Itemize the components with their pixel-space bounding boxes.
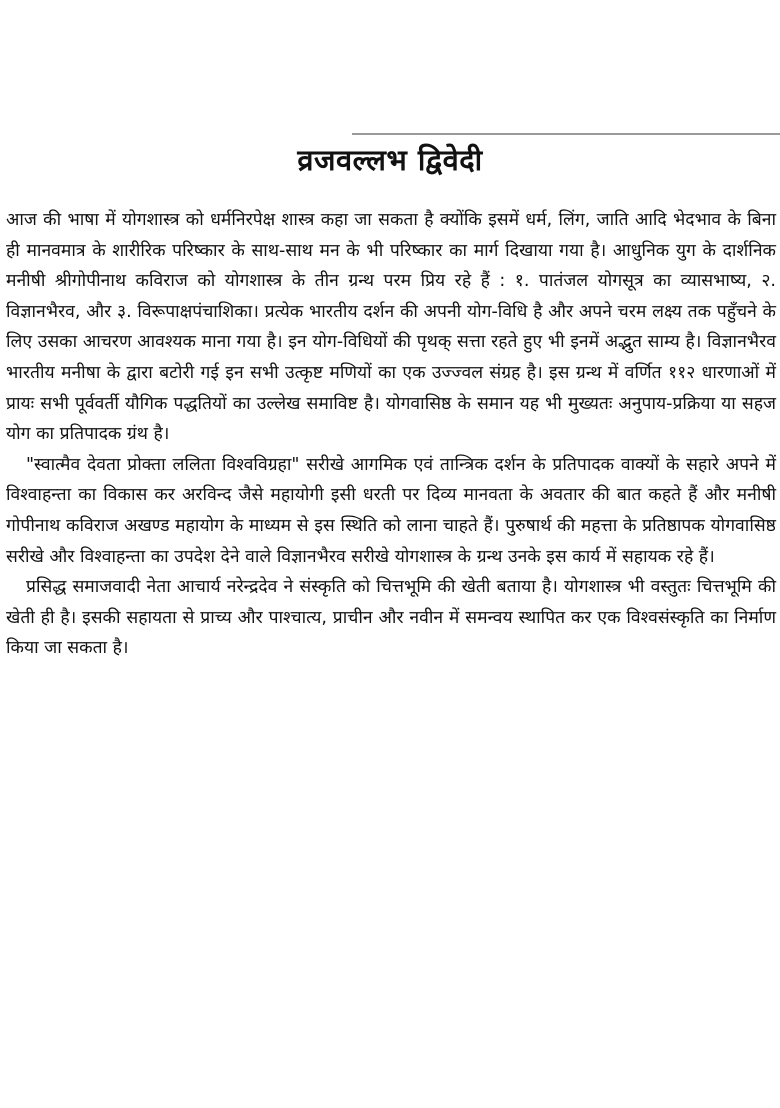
body-text bbox=[6, 205, 776, 664]
paragraph-2: "स्वात्मैव देवता प्रोक्ता ललिता विश्वविग्रहा" सरीखे आगमिक एवं तान्त्रिक दर्शन के प्रतिपादक वाक्यों के सहारे अपने में विश्वाहन्ता का विकास कर अरविन्द जैसे महायोगी इसी धरती पर दिव्य मानवता के अवतार की बात कहते हैं और मनीषी गोपीनाथ कविराज अखण्ड महायोग के माध्यम से इस स्थिति को लाना चाहते हैं। पुरुषार्थ की महत्ता के प्रतिष्ठापक योगवासिष्ठ सरीखे और विश्वाहन्ता का उपदेश देने वाले विज्ञानभैरव सरीखे योगशास्त्र के ग्रन्थ उनके इस कार्य में सहायक रहे हैं। bbox=[6, 454, 776, 567]
paragraph-1: आज की भाषा में योगशास्त्र को धर्मनिरपेक्ष शास्त्र कहा जा सकता है क्योंकि इसमें धर्म, लिंग, जाति आदि भेदभाव के बिना ही मानवमात्र के शारीरिक परिष्कार के साथ-साथ मन के भी परिष्कार का मार्ग दिखाया गया है। आधुनिक युग के दार्शनिक मनीषी श्रीगोपीनाथ कविराज को योगशास्त्र के तीन ग्रन्थ परम प्रिय रहे हैं : १. पातंजल योगसूत्र का व्यासभाष्य, २. विज्ञानभैरव, और ३. विरूपाक्षपंचाशिका। प्रत्येक भारतीय दर्शन की अपनी योग-विधि है और अपने चरम लक्ष्य तक पहुँचने के लिए उसका आचरण आवश्यक माना गया है। इन योग-विधियों की पृथक् सत्ता रहते हुए भी इनमें अद्भुत साम्य है। विज्ञानभैरव भारतीय मनीषा के द्वारा बटोरी गई इन सभी उत्कृष्ट मणियों का एक उज्ज्वल संग्रह है। इस ग्रन्थ में वर्णित ११२ धारणाओं में प्रायः सभी पूर्ववर्ती यौगिक पद्धतियों का उल्लेख समाविष्ट है। योगवासिष्ठ के समान यह भी मुख्यतः अनुपाय-प्रक्रिया या सहज योग का प्रतिपादक ग्रंथ है। bbox=[6, 210, 776, 445]
paragraph-3: प्रसिद्ध समाजवादी नेता आचार्य नरेन्द्रदेव ने संस्कृति को चित्तभूमि की खेती बताया है। योगशास्त्र भी वस्तुतः चित्तभूमि की खेती ही है। इसकी सहायता से प्राच्य और पाश्चात्य, प्राचीन और नवीन में समन्वय स्थापित कर एक विश्वसंस्कृति का निर्माण किया जा सकता है। bbox=[6, 577, 776, 659]
top-rule-line bbox=[352, 133, 780, 135]
author-heading: व्रजवल्लभ द्विवेदी bbox=[297, 143, 483, 177]
